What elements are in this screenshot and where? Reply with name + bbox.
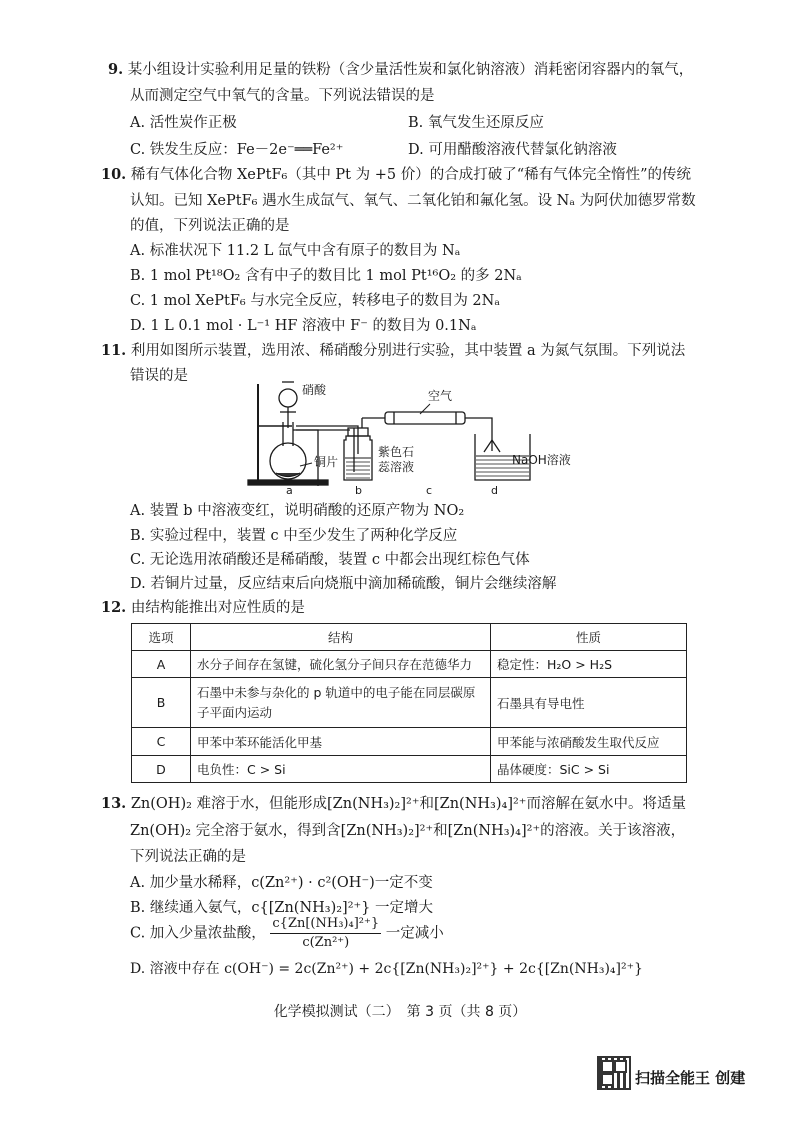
row-c-structure: 甲苯中苯环能活化甲基 xyxy=(191,728,491,756)
q12-number: 12. xyxy=(101,599,127,616)
q11-stem-1: 利用如图所示装置，选用浓、稀硝酸分别进行实验，其中装置 a 为氮气氛围。下列说法 xyxy=(130,343,686,359)
row-a-property: 稳定性：H₂O > H₂S xyxy=(491,651,687,678)
q13-stem-1: Zn(OH)₂ 难溶于水，但能形成[Zn(NH₃)₂]²⁺和[Zn(NH₃)₄]²⁺而溶解在氨水中。将适量 xyxy=(130,796,686,812)
label-litmus-1: 紫色石 xyxy=(378,445,415,459)
q9-stem-2: 从而测定空气中氧气的含量。下列说法错误的是 xyxy=(130,88,435,104)
q12-table xyxy=(131,623,687,783)
q10-stem-2: 认知。已知 XePtF₆ 遇水生成氙气、氧气、二氧化铂和氟化氢。设 Nₐ 为阿伏加德罗常数 xyxy=(130,193,696,209)
q13-option-d: D. 溶液中存在 c(OH⁻) = 2c(Zn²⁺) + 2c{[Zn(NH₃)₂]²⁺} + 2c{[Zn(NH₃)₄]²⁺} xyxy=(130,961,643,977)
label-b: b xyxy=(355,484,362,496)
header-property: 性质 xyxy=(491,624,687,651)
q11-stem-2: 错误的是 xyxy=(130,368,188,384)
q10-option-b: B. 1 mol Pt¹⁸O₂ 含有中子的数目比 1 mol Pt¹⁶O₂ 的多 2Nₐ xyxy=(130,268,522,284)
q13-option-c-suffix: 一定减小 xyxy=(385,925,444,942)
row-b-option: B xyxy=(132,678,191,728)
q12-stem-1: 由结构能推出对应性质的是 xyxy=(130,600,305,616)
row-a-structure: 水分子间存在氢键，硫化氢分子间只存在范德华力 xyxy=(191,651,491,678)
label-d: d xyxy=(491,484,498,496)
q13-option-c-fraction xyxy=(270,915,381,952)
label-c: c xyxy=(426,484,433,496)
q10-option-a: A. 标准状况下 11.2 L 氙气中含有原子的数目为 Nₐ xyxy=(130,243,461,259)
q13-line1 xyxy=(101,793,686,815)
row-b-property: 石墨具有导电性 xyxy=(491,678,687,728)
q9-line1 xyxy=(108,59,693,81)
header-structure: 结构 xyxy=(191,624,491,651)
q13-option-c-prefix: C. 加入少量浓盐酸， xyxy=(130,925,266,942)
label-air: 空气 xyxy=(428,389,453,403)
q13-stem-3: 下列说法正确的是 xyxy=(130,849,246,865)
table-row xyxy=(132,756,687,783)
q9-option-a: A. 活性炭作正极 xyxy=(130,115,237,131)
table-row xyxy=(132,678,687,728)
q11-option-a: A. 装置 b 中溶液变红，说明硝酸的还原产物为 NO₂ xyxy=(130,503,465,519)
apparatus-diagram xyxy=(0,376,800,496)
row-b-structure: 石墨中未参与杂化的 p 轨道中的电子能在同层碳原子平面内运动 xyxy=(191,678,491,728)
q11-option-c: C. 无论选用浓硝酸还是稀硝酸，装置 c 中都会出现红棕色气体 xyxy=(130,552,530,568)
q9-option-c: C. 铁发生反应：Fe－2e⁻══Fe²⁺ xyxy=(130,142,344,158)
table-row xyxy=(132,728,687,756)
label-litmus-2: 蕊溶液 xyxy=(378,460,415,474)
q10-stem-1: 稀有气体化合物 XePtF₆（其中 Pt 为 +5 价）的合成打破了“稀有气体完全惰性”的传统 xyxy=(130,167,692,183)
label-naoh: NaOH溶液 xyxy=(512,453,571,467)
row-c-property: 甲苯能与浓硝酸发生取代反应 xyxy=(491,728,687,756)
q11-line1 xyxy=(101,340,685,362)
q13-option-a: A. 加少量水稀释，c(Zn²⁺) · c²(OH⁻)一定不变 xyxy=(130,875,433,891)
label-a: a xyxy=(286,484,293,496)
q13-option-c xyxy=(130,915,444,963)
qr-code-icon xyxy=(597,1056,631,1090)
table-row xyxy=(132,651,687,678)
q13-fraction-numerator: c{Zn[(NH₃)₄]²⁺} xyxy=(270,915,381,934)
q11-number: 11. xyxy=(101,342,127,359)
q9-stem-1: 某小组设计实验利用足量的铁粉（含少量活性炭和氯化钠溶液）消耗密闭容器内的氧气， xyxy=(127,62,694,78)
label-copper: 铜片 xyxy=(314,455,339,469)
table-header-row xyxy=(132,624,687,651)
row-d-property: 晶体硬度：SiC > Si xyxy=(491,756,687,783)
q10-option-c: C. 1 mol XePtF₆ 与水完全反应，转移电子的数目为 2Nₐ xyxy=(130,293,500,309)
q11-option-d: D. 若铜片过量，反应结束后向烧瓶中滴加稀硫酸，铜片会继续溶解 xyxy=(130,576,557,592)
q10-stem-3: 的值，下列说法正确的是 xyxy=(130,218,290,234)
q10-option-d: D. 1 L 0.1 mol · L⁻¹ HF 溶液中 F⁻ 的数目为 0.1Nₐ xyxy=(130,318,477,334)
q12-line1 xyxy=(101,597,305,619)
label-nitric-acid: 硝酸 xyxy=(302,383,327,397)
q13-fraction-denominator: c(Zn²⁺) xyxy=(302,935,350,950)
q10-number: 10. xyxy=(101,166,127,183)
row-d-option: D xyxy=(132,756,191,783)
q10-line1 xyxy=(101,164,691,186)
q9-option-d: D. 可用醋酸溶液代替氯化钠溶液 xyxy=(408,142,617,158)
q13-option-b: B. 继续通入氨气，c{[Zn(NH₃)₂]²⁺} 一定增大 xyxy=(130,900,434,916)
q13-number: 13. xyxy=(101,795,127,812)
q13-stem-2: Zn(OH)₂ 完全溶于氨水，得到含[Zn(NH₃)₂]²⁺和[Zn(NH₃)₄]²⁺的溶液。关于该溶液， xyxy=(130,823,686,839)
row-c-option: C xyxy=(132,728,191,756)
row-a-option: A xyxy=(132,651,191,678)
row-d-structure: 电负性：C > Si xyxy=(191,756,491,783)
q9-option-b: B. 氧气发生还原反应 xyxy=(408,115,544,131)
q11-option-b: B. 实验过程中，装置 c 中至少发生了两种化学反应 xyxy=(130,528,458,544)
page-footer: 化学模拟测试（二） 第 3 页（共 8 页） xyxy=(273,1004,527,1020)
q9-number: 9. xyxy=(108,61,124,78)
header-option: 选项 xyxy=(132,624,191,651)
scanner-brand: 扫描全能王 创建 xyxy=(635,1069,746,1087)
